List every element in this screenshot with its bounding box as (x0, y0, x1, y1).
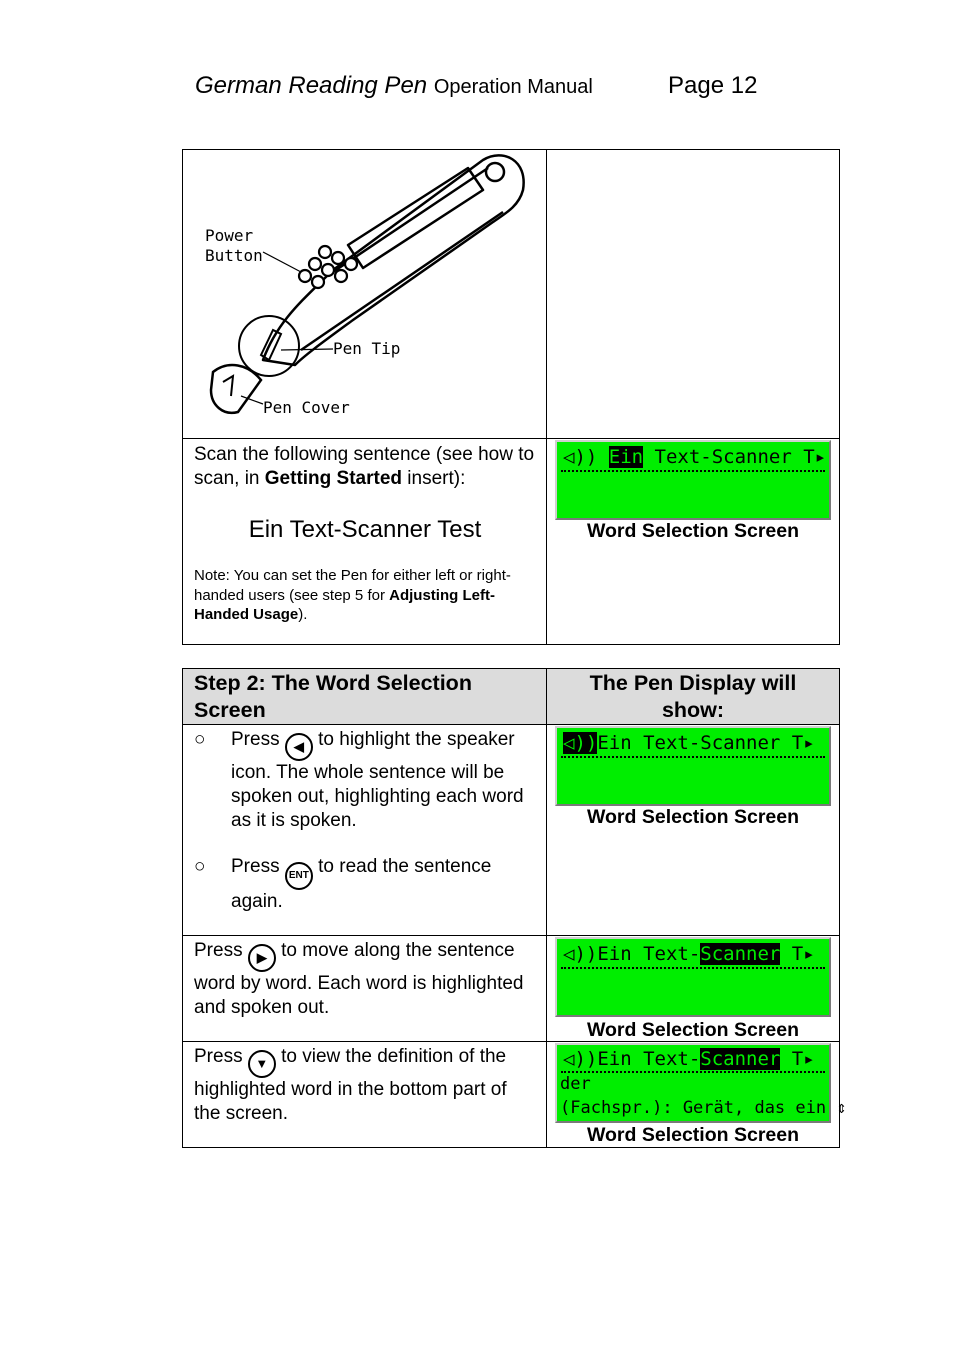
lcd-highlight: Scanner (700, 1048, 781, 1070)
screen-caption: Word Selection Screen (586, 520, 800, 542)
bullet-marker: ○ (194, 729, 206, 750)
empty-cell (547, 150, 840, 439)
pen-diagram-cell (183, 150, 547, 439)
scan-intro-end: insert): (402, 468, 466, 489)
ent-button-icon: ENT (285, 862, 313, 890)
lcd-screen (555, 440, 831, 520)
instruction-text: to view the definition of the highlighted word in the bottom part of the screen. (194, 1046, 507, 1124)
lcd-line (563, 732, 815, 754)
manual-title (195, 72, 593, 100)
pen-diagram (183, 150, 547, 433)
lcd-text: ◁))Ein Text- (563, 943, 701, 965)
pen-tip-label: Pen Tip (333, 339, 401, 358)
display-cell-1 (547, 439, 840, 645)
lcd-text: T▸ (780, 1048, 815, 1070)
lcd-text: Text-Scanner T▸ (643, 446, 827, 468)
lcd-line (563, 943, 815, 965)
step2-table (182, 668, 847, 1148)
power-label-1: Power (205, 226, 254, 245)
screen-caption: Word Selection Screen (586, 1124, 800, 1146)
left-hand-note (194, 566, 536, 625)
left-arrow-button-icon: ◀ (285, 733, 313, 761)
display-cell-2 (547, 725, 840, 936)
press-text: Press (231, 729, 280, 750)
press-text: Press (231, 856, 280, 877)
step2-header-left: Step 2: The Word Selection Screen (183, 669, 547, 725)
lcd-text: Ein Text-Scanner T▸ (597, 732, 815, 754)
step2-header-right: The Pen Display will show: (547, 669, 840, 725)
right-arrow-button-icon: ▶ (248, 944, 276, 972)
lcd-divider (561, 1071, 825, 1073)
pen-cover-label: Pen Cover (263, 398, 350, 417)
display-cell-4 (547, 1042, 847, 1148)
lcd-divider (561, 756, 825, 758)
press-text: Press (194, 940, 243, 961)
lcd-text: T▸ (780, 943, 815, 965)
lcd-line3: (Fachspr.): Gerät, das ein ⇕ (560, 1098, 847, 1118)
bullet-item (194, 728, 536, 833)
lcd-line (563, 1048, 815, 1070)
down-arrow-button-icon: ▼ (248, 1050, 276, 1078)
left-handed-ref: Adjusting Left-Handed Usage (194, 586, 495, 623)
display-cell-3 (547, 936, 840, 1042)
lcd-screen (555, 726, 831, 806)
power-label-2: Button (205, 246, 263, 265)
page-number: Page 12 (668, 72, 758, 99)
step2-row1-text (183, 725, 547, 936)
lcd-screen (555, 1043, 847, 1123)
lcd-highlight: Scanner (700, 943, 781, 965)
instruction-text: to read the sentence again. (231, 856, 492, 912)
scan-table (182, 149, 840, 645)
lcd-highlight: Ein (608, 446, 644, 468)
lcd-text: ◁))Ein Text- (563, 1048, 701, 1070)
note-end: ). (298, 606, 308, 623)
screen-caption: Word Selection Screen (586, 806, 800, 828)
lcd-text: ◁)) (563, 446, 609, 468)
scan-intro-text: Scan the following sentence (see how to scan, in (194, 444, 535, 489)
scan-intro (194, 443, 536, 491)
lcd-line2: der (560, 1074, 591, 1094)
bullet-item (194, 855, 536, 914)
title-text: German Reading Pen (195, 72, 428, 99)
note-text: Note: You can set the Pen for either left or right-handed users (see step 5 for (194, 567, 511, 604)
press-text: Press (194, 1046, 243, 1067)
instruction-text: to move along the sentence word by word. Each word is highlighted and spoken out. (194, 940, 524, 1018)
step2-row3-text (183, 1042, 547, 1148)
scan-instructions (183, 439, 547, 645)
lcd-divider (561, 470, 825, 472)
scan-sentence: Ein Text-Scanner Test (248, 516, 482, 543)
getting-started-ref: Getting Started (264, 468, 402, 489)
lcd-highlight: ◁)) (563, 732, 598, 754)
manual-subtitle: Operation Manual (433, 76, 593, 98)
page-header (195, 72, 795, 106)
step2-row2-text (183, 936, 547, 1042)
instruction-text: to highlight the speaker icon. The whole sentence will be spoken out, highlighting each word as it is spoken. (231, 729, 524, 831)
lcd-divider (561, 967, 825, 969)
lcd-line (563, 446, 826, 468)
bullet-marker: ○ (194, 856, 206, 877)
lcd-screen (555, 937, 831, 1017)
screen-caption: Word Selection Screen (586, 1019, 800, 1041)
